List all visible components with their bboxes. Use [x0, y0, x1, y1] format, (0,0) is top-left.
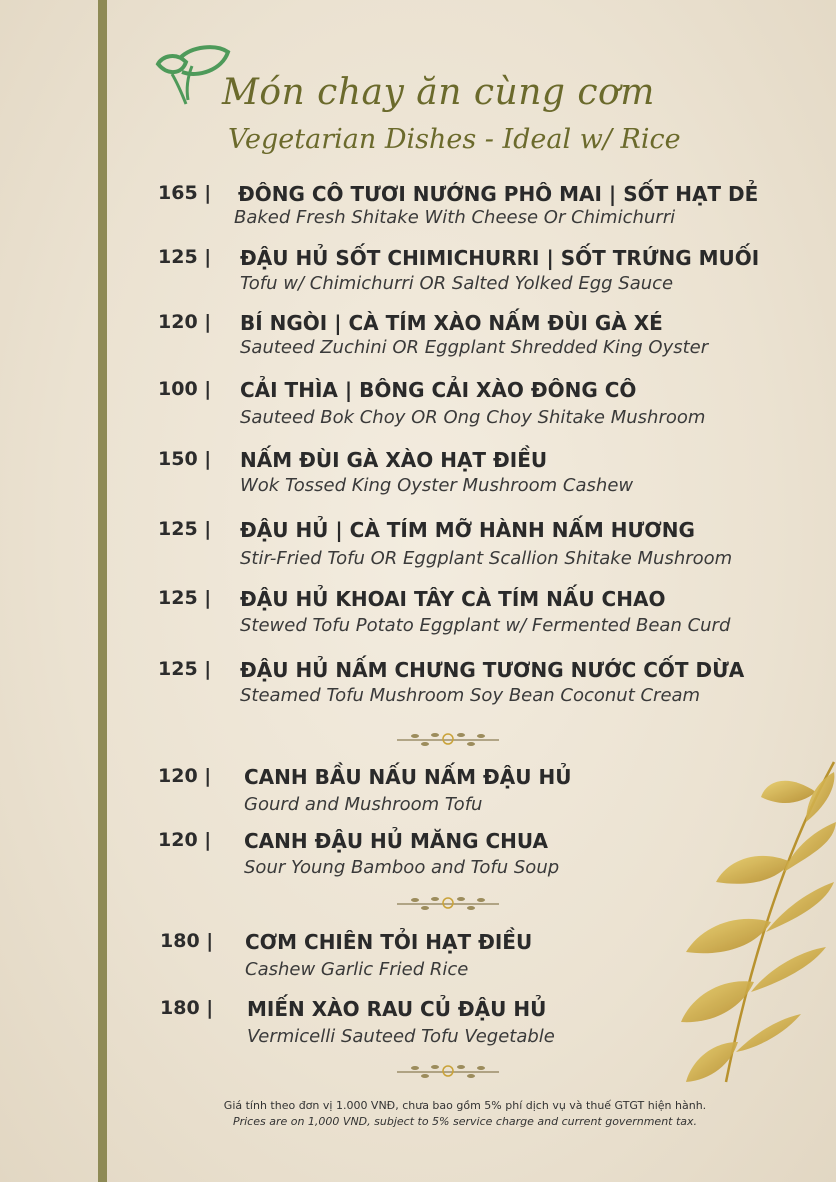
item-description: Vermicelli Sauteed Tofu Vegetable	[247, 1026, 555, 1047]
item-price: 150 |	[158, 448, 212, 470]
menu-item	[0, 587, 836, 647]
item-description: Gourd and Mushroom Tofu	[244, 794, 483, 815]
footnote-english: Prices are on 1,000 VND, subject to 5% service charge and current government tax.	[232, 1115, 698, 1128]
item-description: Steamed Tofu Mushroom Soy Bean Coconut Cream	[240, 685, 701, 706]
menu-item	[0, 448, 836, 508]
ornament-divider-icon	[395, 892, 501, 914]
gold-leaf-branch-icon	[666, 752, 836, 1092]
item-description: Tofu w/ Chimichurri OR Salted Yolked Egg Sauce	[240, 273, 674, 294]
menu-item	[0, 182, 836, 242]
item-price: 125 |	[158, 246, 212, 268]
item-price: 125 |	[158, 587, 212, 609]
item-name: ĐẬU HỦ NẤM CHƯNG TƯƠNG NƯỚC CỐT DỪA	[240, 658, 745, 682]
item-name: MIẾN XÀO RAU CỦ ĐẬU HỦ	[247, 997, 547, 1021]
item-price: 120 |	[158, 765, 212, 787]
ornament-divider-icon	[395, 728, 501, 750]
ornament-divider-icon	[395, 1060, 501, 1082]
item-price: 125 |	[158, 658, 212, 680]
menu-title-english: Vegetarian Dishes - Ideal w/ Rice	[228, 124, 681, 155]
item-name: ĐÔNG CÔ TƯƠI NƯỚNG PHÔ MAI | SỐT HẠT DẺ	[238, 182, 759, 206]
item-price: 180 |	[160, 930, 214, 952]
footnote-vietnamese: Giá tính theo đơn vị 1.000 VNĐ, chưa bao gồm 5% phí dịch vụ và thuế GTGT hiện hành.	[223, 1099, 707, 1112]
item-price: 120 |	[158, 829, 212, 851]
item-name: ĐẬU HỦ KHOAI TÂY CÀ TÍM NẤU CHAO	[240, 587, 666, 611]
item-price: 100 |	[158, 378, 212, 400]
item-name: ĐẬU HỦ SỐT CHIMICHURRI | SỐT TRỨNG MUỐI	[240, 246, 760, 270]
item-price: 120 |	[158, 311, 212, 333]
item-name: CẢI THÌA | BÔNG CẢI XÀO ĐÔNG CÔ	[240, 378, 637, 402]
item-description: Sour Young Bamboo and Tofu Soup	[244, 857, 560, 878]
menu-item	[0, 518, 836, 578]
item-name: NẤM ĐÙI GÀ XÀO HẠT ĐIỀU	[240, 448, 548, 472]
item-description: Stir-Fried Tofu OR Eggplant Scallion Shitake Mushroom	[240, 548, 733, 569]
menu-item	[0, 311, 836, 371]
item-description: Cashew Garlic Fried Rice	[245, 959, 469, 980]
item-name: CANH ĐẬU HỦ MĂNG CHUA	[244, 829, 548, 853]
item-description: Stewed Tofu Potato Eggplant w/ Fermented Bean Curd	[240, 615, 731, 636]
item-price: 180 |	[160, 997, 214, 1019]
item-price: 125 |	[158, 518, 212, 540]
item-description: Baked Fresh Shitake With Cheese Or Chimichurri	[234, 207, 676, 228]
menu-item	[0, 658, 836, 718]
item-name: CƠM CHIÊN TỎI HẠT ĐIỀU	[245, 930, 533, 954]
item-description: Sauteed Bok Choy OR Ong Choy Shitake Mushroom	[240, 407, 706, 428]
menu-title-vietnamese: Món chay ăn cùng cơm	[222, 72, 655, 113]
item-name: BÍ NGÒI | CÀ TÍM XÀO NẤM ĐÙI GÀ XÉ	[240, 311, 663, 335]
item-name: ĐẬU HỦ | CÀ TÍM MỠ HÀNH NẤM HƯƠNG	[240, 518, 695, 542]
item-description: Wok Tossed King Oyster Mushroom Cashew	[240, 475, 634, 496]
item-price: 165 |	[158, 182, 212, 204]
item-description: Sauteed Zuchini OR Eggplant Shredded King Oyster	[240, 337, 709, 358]
menu-item	[0, 378, 836, 438]
item-name: CANH BẦU NẤU NẤM ĐẬU HỦ	[244, 765, 572, 789]
leaf-logo-icon	[152, 44, 232, 106]
menu-item	[0, 246, 836, 306]
